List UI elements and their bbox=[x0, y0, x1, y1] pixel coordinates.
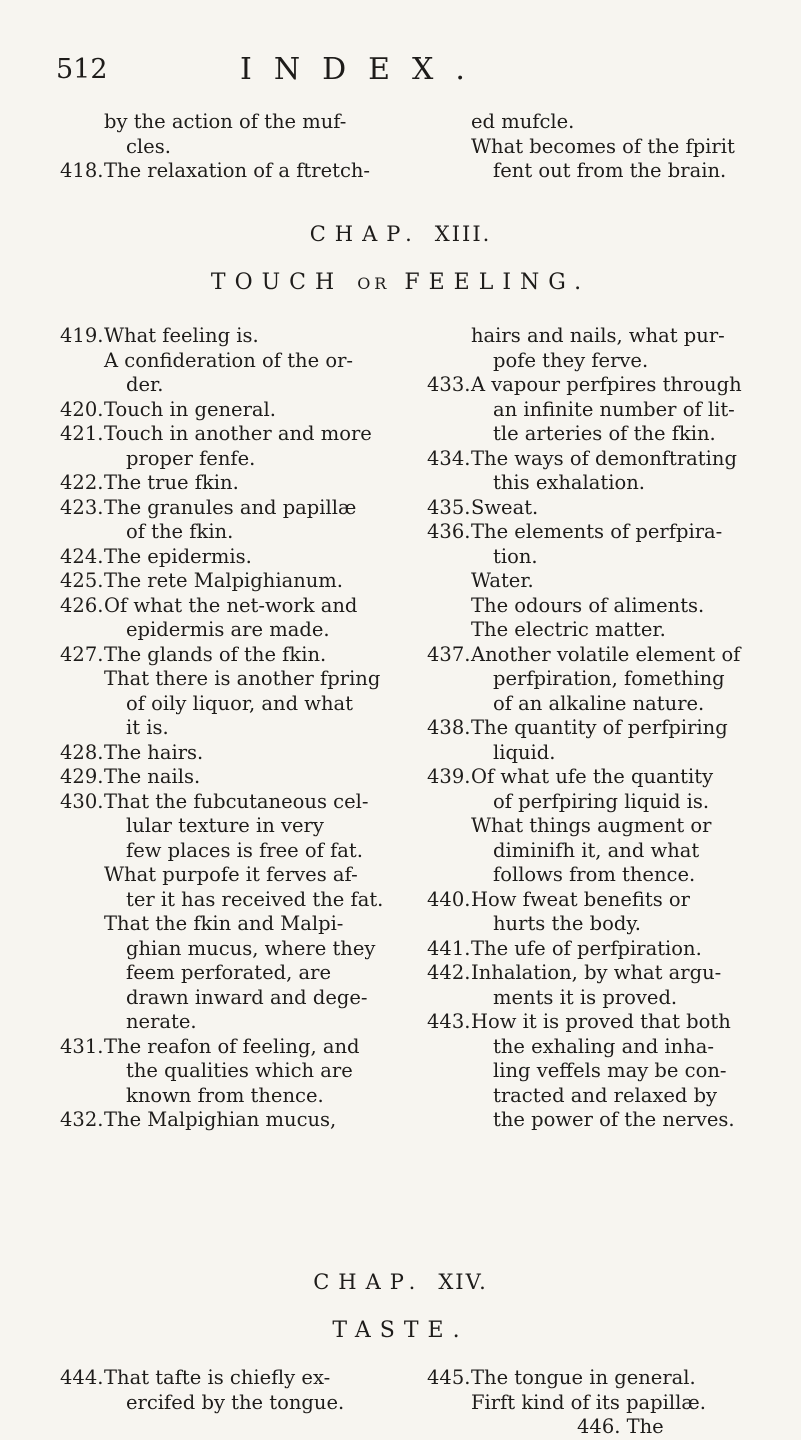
entry-text-line: it is. bbox=[126, 716, 169, 739]
entry-text-line: How fweat benefits or bbox=[471, 887, 690, 911]
entry-text-line: Touch in general. bbox=[104, 397, 276, 421]
entry-text-line: ments it is proved. bbox=[493, 985, 678, 1009]
index-entry bbox=[60, 1366, 390, 1415]
chapter-14-right-column bbox=[427, 1366, 772, 1440]
entry-number: 422. bbox=[60, 471, 104, 494]
index-entry bbox=[427, 937, 772, 962]
entry-number: 434. bbox=[427, 446, 471, 470]
entry-text-line: hairs and nails, what pur- bbox=[471, 324, 725, 347]
entry-text-line: The nails. bbox=[104, 765, 201, 788]
index-entry bbox=[427, 643, 772, 717]
entry-text-line: The Malpighian mucus, bbox=[104, 1108, 337, 1131]
index-entry bbox=[427, 110, 772, 135]
entry-text-line: fent out from the brain. bbox=[493, 159, 727, 182]
index-entry bbox=[427, 135, 772, 184]
entry-text-line: Water. bbox=[471, 569, 534, 592]
entry-text-line: Another volatile element of bbox=[471, 642, 741, 666]
entry-number: 418. bbox=[60, 159, 104, 182]
entry-text-line: tle arteries of the fkin. bbox=[493, 422, 716, 445]
entry-text-line: lular texture in very bbox=[126, 814, 324, 837]
entry-text-line: by the action of the muf- bbox=[104, 110, 347, 133]
top-left-column bbox=[60, 110, 390, 184]
entry-text-line: of oily liquor, and what bbox=[126, 691, 353, 715]
index-entry bbox=[427, 324, 772, 373]
entry-text-line: What becomes of the fpirit bbox=[471, 134, 735, 158]
entry-number: 445. bbox=[427, 1366, 471, 1389]
entry-text-line: the power of the nerves. bbox=[493, 1108, 735, 1131]
index-entry bbox=[60, 765, 390, 790]
entry-text-line: ling veffels may be con- bbox=[493, 1059, 727, 1082]
entry-text-line: Touch in another and more bbox=[104, 422, 372, 445]
entry-text-line: epidermis are made. bbox=[126, 618, 330, 641]
entry-text-line: ter it has received the fat. bbox=[126, 887, 384, 911]
entry-number: 427. bbox=[60, 642, 104, 666]
entry-number: 430. bbox=[60, 789, 104, 813]
entry-number: 426. bbox=[60, 593, 104, 617]
entry-text-line: Of what ufe the quantity bbox=[471, 765, 714, 788]
entry-text-line: A vapour perfpires through bbox=[471, 373, 742, 396]
entry-text-line: Sweat. bbox=[471, 495, 539, 519]
entry-number: 433. bbox=[427, 373, 471, 396]
entry-number: 428. bbox=[60, 740, 104, 764]
index-entry bbox=[60, 324, 390, 349]
index-entry bbox=[60, 471, 390, 496]
page-number: 512 bbox=[56, 54, 108, 85]
entry-number: 423. bbox=[60, 495, 104, 519]
entry-number: 432. bbox=[60, 1108, 104, 1131]
entry-text-line: The electric matter. bbox=[471, 618, 666, 641]
entry-text-line: ercifed by the tongue. bbox=[126, 1390, 345, 1414]
entry-text-line: What things augment or bbox=[471, 814, 712, 837]
chapter-13-label: CHAP. bbox=[309, 222, 421, 246]
index-entry bbox=[427, 961, 772, 1010]
index-entry bbox=[60, 110, 390, 159]
chapter-13-title-or: OR bbox=[357, 274, 391, 293]
entry-number: 431. bbox=[60, 1034, 104, 1058]
index-entry bbox=[427, 716, 772, 765]
index-entry bbox=[60, 863, 390, 912]
entry-text-line: ed mufcle. bbox=[471, 110, 575, 133]
running-title: INDEX. bbox=[240, 52, 487, 87]
entry-number: 421. bbox=[60, 422, 104, 445]
entry-text-line: perfpiration, fomething bbox=[493, 667, 725, 690]
chapter-13-right-column bbox=[427, 324, 772, 1133]
chapter-14-number: XIV. bbox=[438, 1270, 488, 1294]
chapter-13-title-touch: TOUCH bbox=[210, 270, 344, 295]
entry-text-line: What feeling is. bbox=[104, 324, 259, 347]
entry-number: 419. bbox=[60, 324, 104, 347]
entry-text-line: nerate. bbox=[126, 1010, 197, 1033]
chapter-14-label: CHAP. bbox=[313, 1270, 425, 1294]
index-entry bbox=[60, 667, 390, 741]
index-entry bbox=[60, 1035, 390, 1109]
entry-text-line: tion. bbox=[493, 544, 538, 568]
entry-number: 440. bbox=[427, 887, 471, 911]
entry-number: 438. bbox=[427, 716, 471, 739]
index-entry bbox=[60, 159, 390, 184]
entry-text-line: of an alkaline nature. bbox=[493, 691, 705, 715]
entry-text-line: The ways of demonftrating bbox=[471, 446, 737, 470]
entry-text-line: tracted and relaxed by bbox=[493, 1083, 718, 1107]
entry-text-line: What purpofe it ferves af- bbox=[104, 863, 358, 886]
chapter-14-left-column bbox=[60, 1366, 390, 1415]
entry-text-line: cles. bbox=[126, 134, 171, 158]
entry-text-line: The epidermis. bbox=[104, 544, 252, 568]
chapter-13-number: XIII. bbox=[434, 222, 492, 246]
entry-text-line: pofe they ferve. bbox=[493, 348, 649, 372]
entry-text-line: 446. The bbox=[577, 1415, 664, 1438]
entry-text-line: an infinite number of lit- bbox=[493, 397, 735, 421]
entry-number: 429. bbox=[60, 765, 104, 788]
entry-text-line: diminifh it, and what bbox=[493, 838, 700, 862]
entry-number: 441. bbox=[427, 936, 471, 960]
index-entry bbox=[60, 1108, 390, 1133]
index-entry bbox=[60, 422, 390, 471]
index-entry bbox=[427, 1391, 772, 1416]
index-entry bbox=[427, 765, 772, 814]
chapter-14-title: TASTE. bbox=[332, 1318, 469, 1343]
entry-text-line: The ufe of perfpiration. bbox=[471, 936, 702, 960]
index-entry bbox=[60, 594, 390, 643]
index-entry bbox=[60, 643, 390, 668]
index-entry bbox=[427, 814, 772, 888]
index-entry bbox=[427, 569, 772, 594]
entry-number: 437. bbox=[427, 642, 471, 666]
entry-text-line: The rete Malpighianum. bbox=[104, 569, 343, 592]
index-entry bbox=[427, 447, 772, 496]
entry-number: 443. bbox=[427, 1010, 471, 1033]
entry-text-line: der. bbox=[126, 373, 164, 396]
chapter-13-title bbox=[0, 270, 801, 295]
entry-text-line: That the fkin and Malpi- bbox=[104, 912, 344, 935]
page-header bbox=[0, 52, 801, 102]
entry-text-line: Inhalation, by what argu- bbox=[471, 961, 722, 984]
entry-number: 439. bbox=[427, 765, 471, 788]
entry-text-line: this exhalation. bbox=[493, 471, 645, 494]
entry-text-line: That the fubcutaneous cel- bbox=[104, 789, 369, 813]
index-entry bbox=[60, 912, 390, 1035]
entry-text-line: The elements of perfpira- bbox=[471, 520, 723, 543]
entry-text-line: drawn inward and dege- bbox=[126, 985, 368, 1009]
entry-text-line: The granules and papillæ bbox=[104, 495, 357, 519]
catchword bbox=[427, 1415, 772, 1440]
index-entry bbox=[60, 349, 390, 398]
entry-text-line: The quantity of perfpiring bbox=[471, 716, 728, 739]
index-entry bbox=[427, 594, 772, 619]
entry-text-line: The tongue in general. bbox=[471, 1366, 696, 1389]
entry-text-line: The hairs. bbox=[104, 740, 204, 764]
entry-number: 420. bbox=[60, 397, 104, 421]
entry-text-line: of perfpiring liquid is. bbox=[493, 789, 710, 813]
index-entry bbox=[427, 520, 772, 569]
entry-text-line: known from thence. bbox=[126, 1083, 324, 1107]
chapter-13-heading bbox=[0, 222, 801, 246]
index-entry bbox=[427, 618, 772, 643]
index-entry bbox=[60, 741, 390, 766]
entry-text-line: Of what the net-work and bbox=[104, 593, 358, 617]
entry-text-line: the exhaling and inha- bbox=[493, 1034, 715, 1058]
entry-text-line: The relaxation of a ftretch- bbox=[104, 159, 371, 182]
index-entry bbox=[60, 569, 390, 594]
index-entry bbox=[60, 496, 390, 545]
index-entry bbox=[427, 888, 772, 937]
entry-text-line: The odours of aliments. bbox=[471, 593, 705, 617]
index-entry bbox=[427, 1366, 772, 1391]
index-entry bbox=[60, 545, 390, 570]
entry-number: 442. bbox=[427, 961, 471, 984]
entry-number: 436. bbox=[427, 520, 471, 543]
entry-text-line: liquid. bbox=[493, 740, 556, 764]
entry-number: 425. bbox=[60, 569, 104, 592]
index-entry bbox=[427, 1010, 772, 1133]
entry-text-line: How it is proved that both bbox=[471, 1010, 731, 1033]
chapter-14-heading bbox=[0, 1270, 801, 1294]
entry-text-line: few places is free of fat. bbox=[126, 838, 363, 862]
entry-text-line: That there is another fpring bbox=[104, 667, 381, 690]
top-right-column bbox=[427, 110, 772, 184]
entry-number: 444. bbox=[60, 1366, 104, 1389]
entry-text-line: The true fkin. bbox=[104, 471, 239, 494]
entry-text-line: ghian mucus, where they bbox=[126, 936, 376, 960]
entry-text-line: the qualities which are bbox=[126, 1059, 353, 1082]
index-entry bbox=[60, 398, 390, 423]
chapter-13-left-column bbox=[60, 324, 390, 1133]
entry-text-line: proper fenfe. bbox=[126, 446, 256, 470]
entry-text-line: feem perforated, are bbox=[126, 961, 331, 984]
entry-number: 435. bbox=[427, 495, 471, 519]
entry-text-line: of the fkin. bbox=[126, 520, 234, 543]
entry-text-line: hurts the body. bbox=[493, 912, 641, 935]
chapter-13-title-feeling: FEELING. bbox=[404, 270, 591, 295]
entry-text-line: That tafte is chiefly ex- bbox=[104, 1366, 331, 1389]
entry-text-line: The reafon of feeling, and bbox=[104, 1034, 360, 1058]
index-entry bbox=[427, 373, 772, 447]
entry-text-line: follows from thence. bbox=[493, 863, 696, 886]
entry-text-line: The glands of the fkin. bbox=[104, 642, 327, 666]
entry-number: 424. bbox=[60, 544, 104, 568]
entry-text-line: Firft kind of its papillæ. bbox=[471, 1390, 706, 1414]
index-entry bbox=[427, 496, 772, 521]
index-entry bbox=[60, 790, 390, 864]
entry-text-line: A confideration of the or- bbox=[104, 348, 353, 372]
